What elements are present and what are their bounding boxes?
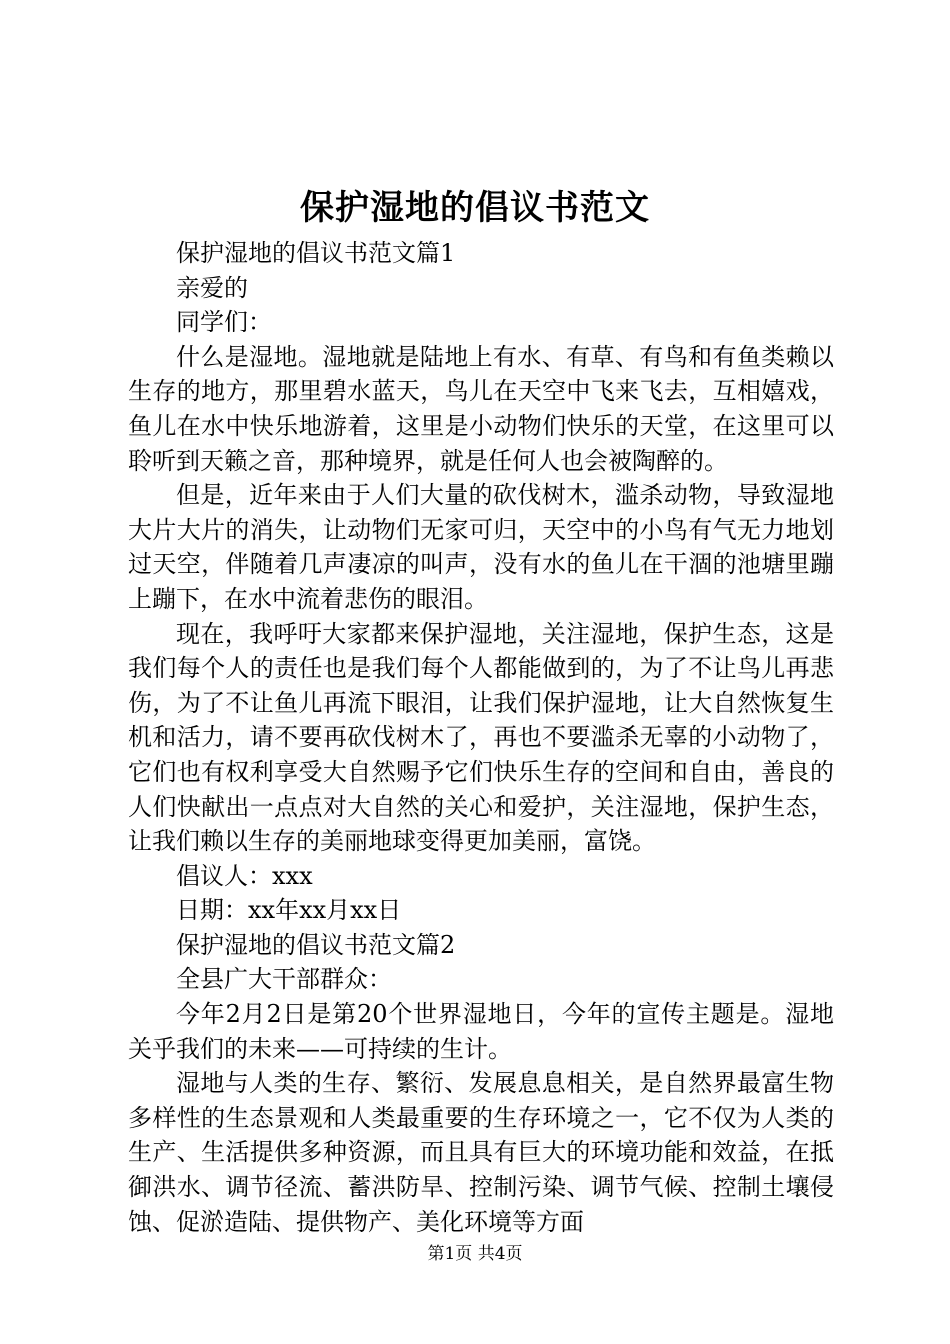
paragraph-2: 亲爱的 <box>176 273 248 302</box>
paragraph-1: 保护湿地的倡议书范文篇1 <box>176 239 456 267</box>
page-number-footer: 第1页 共4页 <box>427 1244 523 1264</box>
paragraph-4: 什么是湿地。湿地就是陆地上有水、有草、有鸟和有鱼类赖以生存的地方，那里碧水蓝天，鸟儿在天空中飞来飞去，互相嬉戏，鱼儿在水中快乐地游着，这里是小动物们快乐的天堂，在这里可以聆听到天籁之音，那种境界，就是任何人也会被陶醉的。 <box>128 342 834 475</box>
document-title: 保护湿地的倡议书范文 <box>300 188 650 228</box>
paragraph-5: 但是，近年来由于人们大量的砍伐树木，滥杀动物，导致湿地大片大片的消失，让动物们无家可归，天空中的小鸟有气无力地划过天空，伴随着几声凄凉的叫声，没有水的鱼儿在干涸的池塘里蹦上蹦下，在水中流着悲伤的眼泪。 <box>128 481 834 613</box>
paragraph-10: 全县广大干部群众： <box>176 965 392 994</box>
document-body <box>128 236 834 1239</box>
paragraph-3: 同学们： <box>176 308 272 337</box>
paragraph-6: 现在，我呼吁大家都来保护湿地，关注湿地，保护生态，这是我们每个人的责任也是我们每个人都能做到的，为了不让鸟儿再悲伤，为了不让鱼儿再流下眼泪，让我们保护湿地，让大自然恢复生机和活力，请不要再砍伐树木了，再也不要滥杀无辜的小动物了，它们也有权利享受大自然赐予它们快乐生存的空间和自由，善良的人们快献出一点点对大自然的关心和爱护，关注湿地，保护生态，让我们赖以生存的美丽地球变得更加美丽，富饶。 <box>128 619 834 856</box>
paragraph-7: 倡议人：xxx <box>176 861 313 890</box>
paragraph-11: 今年2月2日是第20个世界湿地日，今年的宣传主题是。湿地关乎我们的未来——可持续的生计。 <box>128 1000 834 1063</box>
paragraph-8: 日期：xx年xx月xx日 <box>176 896 402 925</box>
paragraph-9: 保护湿地的倡议书范文篇2 <box>176 930 456 959</box>
paragraph-12: 湿地与人类的生存、繁衍、发展息息相关，是自然界最富生物多样性的生态景观和人类最重要的生存环境之一，它不仅为人类的生产、生活提供多种资源，而且具有巨大的环境功能和效益，在抵御洪水、调节径流、蓄洪防旱、控制污染、调节气候、控制土壤侵蚀、促淤造陆、提供物产、美化环境等方面 <box>128 1069 834 1236</box>
